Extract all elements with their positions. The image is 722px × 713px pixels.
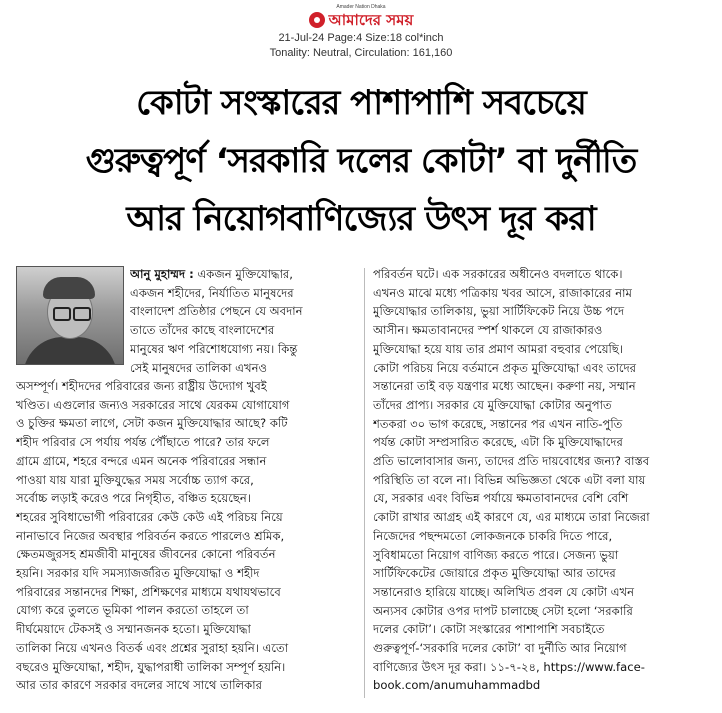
article-line: তালিকা নিয়ে এখনও বিতর্ক এবং প্রশ্নের সুরাহা হয়নি। এতো — [16, 640, 289, 655]
article-line: বাংলাদেশ প্রতিষ্ঠার পেছনে যে অবদান — [130, 304, 303, 319]
article-line: প্রতি ভালোবাসার জন্য, তাদের প্রতি দায়বোধের জন্য? বাস্তব — [373, 454, 650, 469]
article-line: পর্যন্ত কোটা সম্প্রসারিত করেছে, এটা কি মুক্তিযোদ্ধাদের — [373, 435, 623, 450]
clipping-meta-date: 21-Jul-24 Page:4 Size:18 col*inch — [278, 32, 444, 44]
article-line: পরিস্থিতি তা বলে না। বিভিন্ন অভিজ্ঞতা থেকে এটা বলা যায় — [373, 472, 646, 487]
article-line: সন্তানেরা তাই বড় যন্ত্রণার মধ্যে আছেন। করুণা নয়, সম্মান — [373, 379, 636, 394]
article-line: এখনও মাঝে মধ্যে পত্রিকায় খবর আসে, রাজাকারের নাম — [373, 285, 632, 300]
logo-text: আমাদের সময় — [328, 11, 414, 29]
author-photo — [16, 266, 124, 365]
article-line: book.com/anumuhammadbd — [373, 678, 541, 693]
article-line: পরিবারের সন্তানদের শিক্ষা, প্রশিক্ষণের মাধ্যমে যথাযথভাবে — [16, 584, 281, 599]
article-line: মুক্তিযোদ্ধার তালিকায়, ভুয়া সার্টিফিকেট নিয়ে উচ্চ পদে — [373, 304, 625, 319]
article-line: দীর্ঘমেয়াদে টেকসই ও সম্মানজনক হতো। মুক্তিযোদ্ধা — [16, 622, 251, 637]
article-line: সার্টিফিকেটের জোয়ারে প্রকৃত মুক্তিযোদ্ধা আর তাদের — [373, 566, 616, 581]
article-line: দলের কোটা’। কোটা সংস্কারের পাশাপাশি সবচাইতে — [373, 622, 605, 637]
article-line: গুরুত্বপূর্ণ-‘সরকারি দলের কোটা’ বা দুর্নীতি আর নিয়োগ — [373, 641, 627, 656]
article-line: শহরের সুবিধাভোগী পরিবারের কেউ কেউ এই পরিচয় নিয়ে — [16, 509, 283, 524]
article-column-left-top — [130, 265, 355, 377]
article-line: কোটা পরিচয় নিয়ে বর্তমানে প্রকৃত মুক্তিযোদ্ধা এবং তাদের — [373, 360, 637, 375]
article-column-left — [16, 377, 356, 695]
article-line: সর্বোচ্চ লড়াই করেও পরে নিগৃহীত, বঞ্চিত হয়েছেন। — [16, 491, 251, 506]
brand-tagline: Amader Nation Dhaka — [336, 4, 386, 10]
article-line: সন্তানেরাও হারিয়ে যাচ্ছে। অলিখিত প্রবল যে কোটা এখন — [373, 584, 635, 599]
article-line: আর তার কারণে সরকার বদলের সাথে সাথে তালিকার — [16, 678, 263, 693]
article-column-right — [373, 265, 711, 695]
author-name: আনু মুহাম্মদ : — [130, 267, 194, 281]
article-line: অসম্পূর্ণ। শহীদদের পরিবারের জন্য রাষ্ট্রীয় উদ্যোগ খুবই — [16, 379, 267, 393]
clipping-meta-tonality: Tonality: Neutral, Circulation: 161,160 — [269, 47, 453, 59]
article-line: ও চুক্তির ক্ষমতা লাগে, সেটা কজন মুক্তিযোদ্ধার আছে? কটি — [16, 416, 288, 431]
logo-seal-icon — [309, 12, 325, 28]
article-line: পরিবর্তন ঘটে। এক সরকারের অধীনেও বদলাতে থাকে। — [373, 267, 623, 281]
headline-line: কোটা সংস্কারের পাশাপাশি সবচেয়ে — [136, 83, 586, 123]
article-line: মুক্তিযোদ্ধা হয়ে যায় তার প্রমাণ আমরা বহুবার পেয়েছি। — [373, 341, 624, 356]
article-line: যে, সরকার এবং বিভিন্ন পর্যায়ে ক্ষমতাবানদের বেশি বেশি — [373, 491, 629, 506]
masthead — [0, 4, 722, 32]
article-line: শতকরা ৩০ ভাগ করেছে, সন্তানের পর এখন নাতি-পুতি — [373, 416, 623, 431]
article-line: খণ্ডিত। এগুলোর জন্যও সরকারের সাথে যেরকম যোগাযোগ — [16, 397, 290, 412]
article-line: মানুষের ঋণ পরিশোধযোগ্য নয়। কিন্তু — [130, 341, 298, 356]
article-line: আনু মুহাম্মদ : একজন মুক্তিযোদ্ধার, — [130, 267, 293, 281]
article-line: আসীন। ক্ষমতাবানদের স্পর্শ থাকলে যে রাজাকারও — [373, 323, 603, 338]
column-divider — [364, 268, 365, 698]
article-line: শহীদ পরিবার সে পর্যায় পর্যন্ত পৌঁছাতে পারে? তার ফলে — [16, 435, 270, 450]
headline — [40, 74, 682, 248]
article-line: হয়নি। সরকার যদি সমস্যাজর্জরিত মুক্তিযোদ্ধা ও শহীদ — [16, 566, 260, 581]
headline-line: গুরুত্বপূর্ণ ‘সরকারি দলের কোটা’ বা দুর্নীতি — [85, 141, 637, 181]
article-line: নানাভাবে নিজের অবস্থার পরিবর্তন করতে পারলেও শ্রমিক, — [16, 528, 285, 543]
article-line: বাণিজ্যের উৎস দূর করা। ১১-৭-২৪, https://www.face- — [373, 659, 645, 674]
newspaper-logo — [309, 10, 414, 30]
article-line: যোগ্য করে তুলতে ভূমিকা পালন করতো তাহলে তা — [16, 603, 249, 618]
article-line: ক্ষেতমজুরসহ শ্রমজীবী মানুষের জীবনের কোনো পরিবর্তন — [16, 547, 276, 562]
article-line: কোটা রাখার আগ্রহ এই কারণে যে, এর মাধ্যমে তারা নিজেরা — [373, 510, 650, 525]
article-line: নিজেদের পছন্দমতো লোকজনকে চাকরি দিতে পারে, — [373, 528, 613, 543]
article-line: অন্যসব কোটার ওপর দাপট চালাচ্ছে সেটা হলো ‘সরকারি — [373, 603, 633, 618]
article-line: পাওয়া যায় যারা মুক্তিযুদ্ধের সময় সর্বোচ্চ ত্যাগ করে, — [16, 472, 254, 487]
article-line: বছরেও মুক্তিযোদ্ধা, শহীদ, যুদ্ধাপরাধী তালিকা সম্পূর্ণ হয়নি। — [16, 659, 286, 674]
article-line: সেই মানুষদের তালিকা এখনও — [130, 360, 268, 375]
article-line: তাঁদের প্রাপ্য। সরকার যে মুক্তিযোদ্ধা কোটার অনুপাত — [373, 397, 612, 412]
article-line: তাতে তাঁদের কাছে বাংলাদেশের — [130, 323, 275, 338]
article-line: একজন শহীদের, নির্যাতিত মানুষদের — [130, 285, 294, 300]
article-line: গ্রামে গ্রামে, শহরে বন্দরে এমন অনেক পরিবারের সন্ধান — [16, 453, 267, 468]
headline-line: আর নিয়োগবাণিজ্যের উৎস দূর করা — [126, 199, 596, 239]
article-line: সুবিধামতো নিয়োগ বাণিজ্য করতে পারে। সেজন্য ভুয়া — [373, 547, 619, 562]
